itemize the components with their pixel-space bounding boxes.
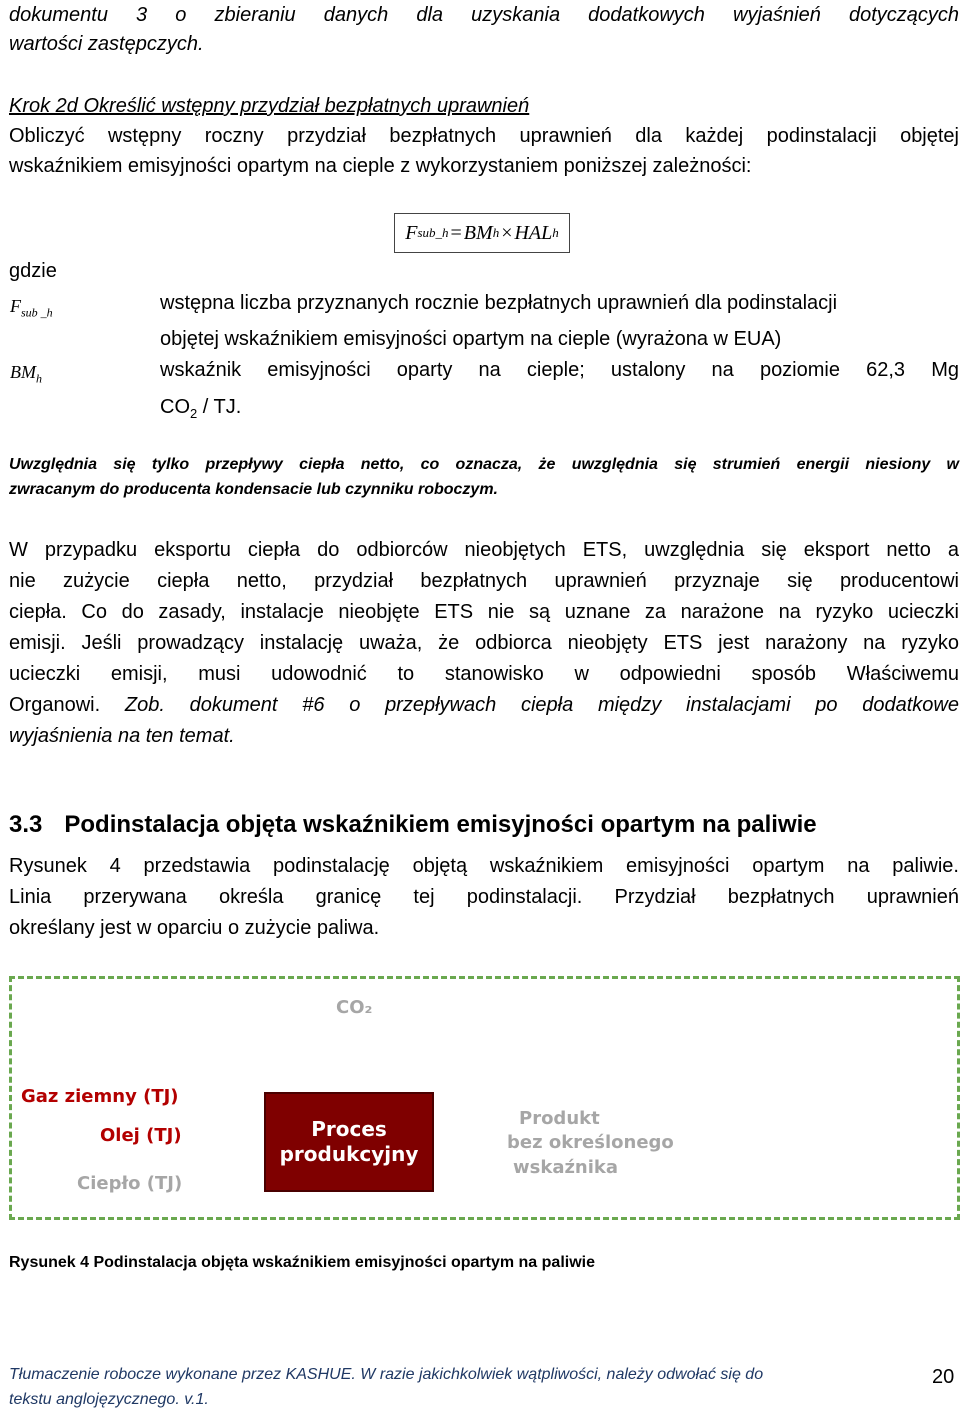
f-sub-h-variable: $F_{sub \_h}$ <box>10 296 53 320</box>
process-label-line-1: Proces <box>311 1117 387 1141</box>
where-label: gdzie <box>9 260 57 282</box>
footer-line-1: Tłumaczenie robocze wykonane przez KASHUE. W razie jakichkolwiek wątpliwości, należy odwołać się do <box>9 1366 764 1383</box>
formula: F sub_h = BM h × HAL h <box>394 213 570 253</box>
page-number: 20 <box>932 1366 955 1388</box>
step-text-line-1: Obliczyć wstępny roczny przydział bezpłatnych uprawnień dla każdej podinstalacji objętej <box>9 125 959 147</box>
input-heat: Ciepło (TJ) <box>77 1173 183 1194</box>
para2-line-5: ucieczki emisji, musi udowodnić to stanowisko w odpowiedni sposób Właściwemu <box>9 663 959 685</box>
para2-line-3: ciepła. Co do zasady, instalacje nieobjęte ETS nie są uznane za narażone na ryzyko ucieczki <box>9 601 959 623</box>
section-heading <box>9 808 817 842</box>
figure-caption: Rysunek 4 Podinstalacja objęta wskaźnikiem emisyjności opartym na paliwie <box>9 1254 595 1271</box>
para2-line-2: nie zużycie ciepła netto, przydział bezpłatnych uprawnień przyznaje się producentowi <box>9 570 959 592</box>
note-line-1: Uwzględnia się tylko przepływy ciepła netto, co oznacza, że uwzględnia się strumień energii niesiony w <box>9 456 959 473</box>
step-text-line-2: wskaźnikiem emisyjności opartym na cieple z wykorzystaniem poniższej zależności: <box>9 155 752 177</box>
input-gas: Gaz ziemny (TJ) <box>21 1086 179 1107</box>
footer-line-2: tekstu anglojęzycznego. v.1. <box>9 1391 209 1408</box>
production-process-box <box>264 1092 434 1192</box>
product-label-line-2: bez określonego <box>507 1132 674 1153</box>
input-oil: Olej (TJ) <box>100 1125 182 1146</box>
note-line-2: zwracanym do producenta kondensacie lub czynniku roboczym. <box>9 481 498 498</box>
section-number: 3.3 <box>9 811 43 838</box>
step-heading: Krok 2d Określić wstępny przydział bezpłatnych uprawnień <box>9 95 530 117</box>
para2-line-6: Organowi. Zob. dokument #6 o przepływach ciepła między instalacjami po dodatkowe <box>9 694 959 716</box>
bm-definition-line-2: $CO_2$ / TJ. <box>160 396 242 421</box>
para2-line-7: wyjaśnienia na ten temat. <box>9 725 235 747</box>
bm-h-variable: $BM_h$ <box>10 362 42 386</box>
bm-definition-line-1: wskaźnik emisyjności oparty na cieple; ustalony na poziomie 62,3 Mg <box>160 359 959 381</box>
para3-line-1: Rysunek 4 przedstawia podinstalację objętą wskaźnikiem emisyjności opartym na paliwie. <box>9 855 959 877</box>
f-definition-line-2: objętej wskaźnikiem emisyjności opartym na cieple (wyrażona w EUA) <box>160 328 782 350</box>
para3-line-3: określany jest w oparciu o zużycie paliwa. <box>9 917 380 939</box>
para2-line-1: W przypadku eksportu ciepła do odbiorców nieobjętych ETS, uwzględnia się eksport netto a <box>9 539 959 561</box>
product-label-line-3: wskaźnika <box>513 1157 619 1178</box>
section-title: Podinstalacja objęta wskaźnikiem emisyjności opartym na paliwie <box>64 811 817 838</box>
process-label-line-2: produkcyjny <box>279 1142 419 1166</box>
co2-arrow <box>330 1020 360 1094</box>
co2-label: CO₂ <box>336 997 373 1018</box>
intro-line-2: wartości zastępczych. <box>9 33 204 55</box>
f-definition-line-1: wstępna liczba przyznanych rocznie bezpłatnych uprawnień dla podinstalacji <box>160 292 838 314</box>
intro-line-1: dokumentu 3 o zbieraniu danych dla uzyskania dodatkowych wyjaśnień dotyczących <box>9 4 959 26</box>
product-label-line-1: Produkt <box>519 1108 600 1129</box>
para3-line-2: Linia przerywana określa granicę tej podinstalacji. Przydział bezpłatnych uprawnień <box>9 886 959 908</box>
para2-line-4: emisji. Jeśli prowadzący instalację uważa, że odbiorca nieobjęty ETS jest narażony na ryzyko <box>9 632 959 654</box>
